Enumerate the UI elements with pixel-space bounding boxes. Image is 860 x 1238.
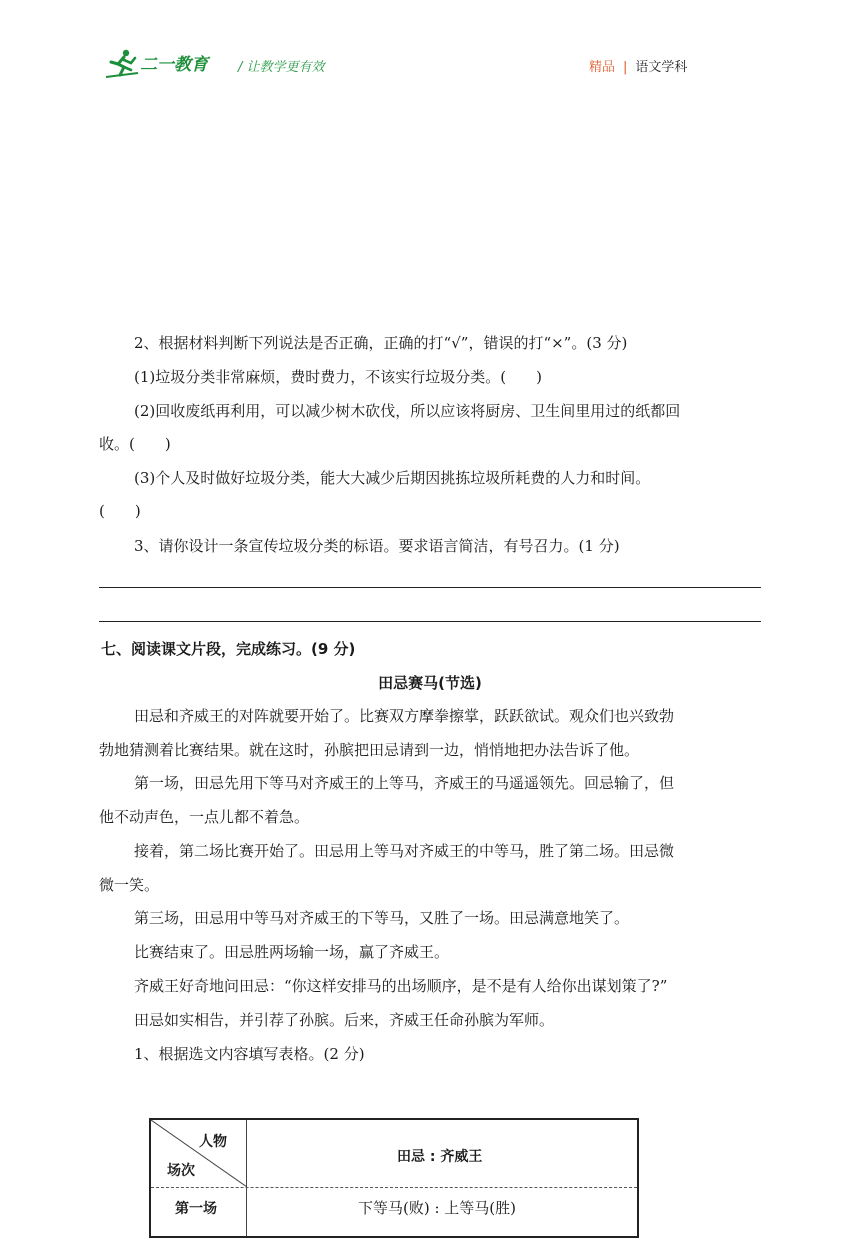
slogan: / 让教学更有效 [238,60,325,75]
logo-text: 二一教育 [140,55,208,75]
passage-title: 田忌赛马(节选) [378,674,482,692]
question-7-1: 1、根据选文内容填写表格。(2 分) [134,1045,365,1063]
corner-top-label: 人物 [199,1134,227,1150]
answer-line[interactable] [99,621,761,622]
runner-logo-icon [104,48,140,80]
question-2-item-2: (2)回收废纸再利用，可以减少树木砍伐，所以应该将厨房、卫生间里用过的纸都回 [134,402,681,420]
passage-line: 田忌如实相告，并引荐了孙膑。后来，齐威王任命孙膑为军师。 [134,1011,555,1029]
question-2-item-1: (1)垃圾分类非常麻烦，费时费力，不该实行垃圾分类。( ) [134,368,542,386]
table-divider [151,1187,637,1188]
row-label: 第一场 [175,1201,217,1217]
question-2-item-3-cont: ( ) [99,502,141,520]
question-2-item-2-cont: 收。( ) [99,435,171,453]
passage-line: 接着，第二场比赛开始了。田忌用上等马对齐威王的中等马，胜了第二场。田忌微 [134,842,675,860]
table-divider [246,1120,247,1236]
row-value: 下等马(败) : 上等马(胜) [358,1199,516,1217]
passage-line: 勃地猜测着比赛结果。就在这时，孙膑把田忌请到一边，悄悄地把办法告诉了他。 [99,741,640,759]
passage-line: 他不动声色，一点儿都不着急。 [99,808,310,826]
subject-name: 语文学科 [635,60,688,75]
column-header: 田忌 : 齐威王 [397,1149,483,1165]
passage-line: 田忌和齐威王的对阵就要开始了。比赛双方摩拳擦掌，跃跃欲试。观众们也兴致勃 [134,707,675,725]
horse-race-table [149,1118,639,1238]
quality-label: 精品 [589,60,616,75]
passage-line: 微一笑。 [99,876,160,894]
question-3: 3、请你设计一条宣传垃圾分类的标语。要求语言简洁，有号召力。(1 分) [134,537,620,555]
subject-label [589,56,687,75]
page-header [0,0,860,100]
question-2-item-3: (3)个人及时做好垃圾分类，能大大减少后期因挑拣垃圾所耗费的人力和时间。 [134,469,651,487]
question-2: 2、根据材料判断下列说法是否正确，正确的打“√”，错误的打“×”。(3 分) [134,334,628,352]
passage-line: 齐威王好奇地问田忌：“你这样安排马的出场顺序，是不是有人给你出谋划策了?” [134,977,668,995]
corner-bottom-label: 场次 [167,1163,195,1179]
header-separator: | [623,60,628,75]
passage-line: 第一场，田忌先用下等马对齐威王的上等马，齐威王的马遥遥领先。回忌输了，但 [134,774,675,792]
passage-line: 第三场，田忌用中等马对齐威王的下等马，又胜了一场。田忌满意地笑了。 [134,909,630,927]
answer-line[interactable] [99,587,761,588]
section-heading: 七、阅读课文片段，完成练习。(9 分) [101,640,356,658]
passage-line: 比赛结束了。田忌胜两场输一场，赢了齐威王。 [134,943,450,961]
